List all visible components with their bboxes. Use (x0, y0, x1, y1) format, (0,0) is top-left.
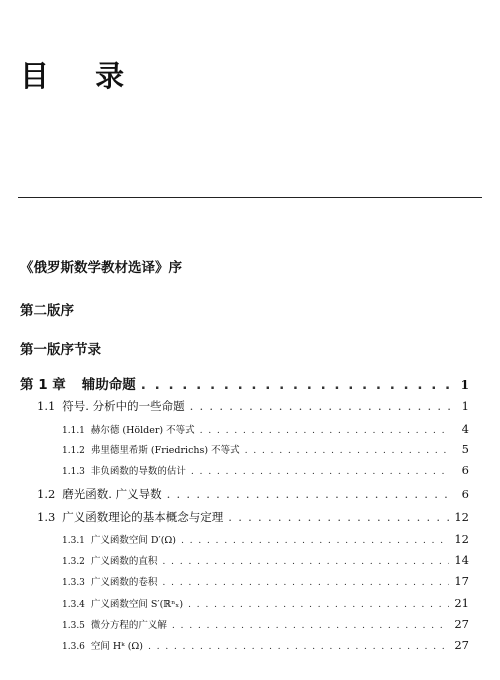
toc-entry-1-3-3[interactable] (62, 574, 469, 588)
entry-title: 符号. 分析中的一些命题 (62, 399, 185, 413)
dot-leader (172, 620, 449, 631)
entry-number: 1.3.1 (62, 536, 85, 546)
toc-entry-1-3-1[interactable] (62, 532, 469, 546)
dot-leader (245, 445, 450, 456)
entry-number: 1.3 (37, 510, 56, 524)
entry-number: 1.1.3 (62, 467, 85, 477)
entry-page: 12 (454, 532, 469, 546)
entry-number: 1.3.6 (62, 642, 85, 652)
chapter-number: 第 1 章 (20, 377, 66, 393)
entry-title: 弗里德里希斯 (Friedrichs) 不等式 (90, 445, 240, 456)
entry-number: 1.3.4 (62, 600, 85, 610)
entry-title: 非负函数的导数的估计 (90, 466, 186, 477)
entry-number: 1.3.5 (62, 621, 85, 631)
entry-number: 1.2 (37, 487, 56, 501)
chapter-title: 辅助命题 (81, 377, 136, 393)
entry-page: 12 (454, 510, 469, 524)
entry-title: 赫尔德 (Hölder) 不等式 (90, 425, 195, 436)
preface-first-edition[interactable]: 第一版序节录 (20, 342, 101, 358)
page-title: 目 录 (20, 59, 143, 93)
toc-entry-1-3-6[interactable] (62, 638, 469, 652)
toc-entry-1-3[interactable] (37, 509, 469, 525)
dot-leader (190, 399, 450, 413)
dot-leader (162, 577, 449, 588)
entry-page: 5 (461, 442, 469, 456)
entry-page: 4 (461, 422, 469, 436)
dot-leader (167, 487, 450, 501)
dot-leader (228, 510, 449, 524)
toc-entry-1-1-1[interactable] (62, 422, 469, 436)
dot-leader (188, 599, 449, 610)
toc-entry-1-3-2[interactable] (62, 553, 469, 567)
entry-number: 1.1 (37, 399, 56, 413)
entry-page: 27 (454, 617, 469, 631)
entry-page: 6 (461, 487, 469, 501)
entry-title: 微分方程的广义解 (90, 620, 167, 631)
dot-leader (162, 556, 449, 567)
toc-entry-1-2[interactable] (37, 486, 469, 502)
toc-chapter-1[interactable] (20, 373, 469, 393)
toc-entry-1-3-5[interactable] (62, 617, 469, 631)
title-divider (18, 197, 482, 198)
dot-leader (191, 466, 450, 477)
dot-leader (141, 377, 450, 393)
entry-page: 6 (461, 463, 469, 477)
entry-title: 广义函数理论的基本概念与定理 (62, 510, 224, 524)
entry-page: 17 (454, 574, 469, 588)
entry-title: 广义函数空间 S′(ℝⁿₓ) (90, 599, 184, 610)
entry-title: 空间 Hᵏ (Ω) (90, 641, 143, 652)
preface-series[interactable]: 《俄罗斯数学教材选译》序 (20, 260, 182, 276)
toc-entry-1-1-2[interactable] (62, 442, 469, 456)
entry-number: 1.1.1 (62, 426, 85, 436)
entry-page: 21 (454, 596, 469, 610)
entry-title: 磨光函数. 广义导数 (62, 487, 162, 501)
entry-page: 14 (454, 553, 469, 567)
dot-leader (181, 535, 449, 546)
chapter-page: 1 (460, 378, 469, 392)
dot-leader (200, 425, 450, 436)
preface-second-edition[interactable]: 第二版序 (20, 303, 74, 319)
entry-number: 1.3.3 (62, 578, 85, 588)
entry-number: 1.1.2 (62, 446, 85, 456)
dot-leader (148, 641, 449, 652)
entry-page: 27 (454, 638, 469, 652)
entry-title: 广义函数的卷积 (90, 577, 158, 588)
entry-title: 广义函数的直积 (90, 556, 158, 567)
entry-title: 广义函数空间 D′(Ω) (90, 535, 176, 546)
toc-entry-1-1[interactable] (37, 398, 469, 414)
toc-entry-1-1-3[interactable] (62, 463, 469, 477)
entry-page: 1 (461, 399, 469, 413)
toc-entry-1-3-4[interactable] (62, 596, 469, 610)
entry-number: 1.3.2 (62, 557, 85, 567)
